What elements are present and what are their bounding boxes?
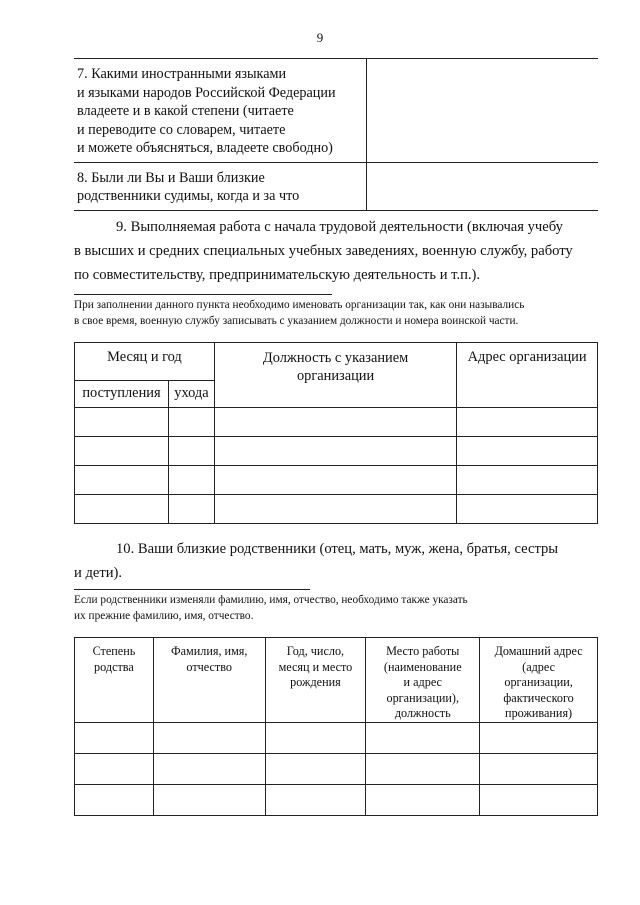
workplace-cell[interactable]	[366, 784, 480, 815]
question-8-text	[74, 162, 367, 210]
entry-cell[interactable]	[75, 466, 169, 495]
header-line: рождения	[290, 675, 341, 689]
table-row	[75, 753, 598, 784]
question-7-answer-field[interactable]	[367, 59, 598, 163]
relatives-table	[74, 637, 598, 816]
workplace-header	[366, 638, 480, 723]
header-line: Фамилия, имя,	[170, 644, 248, 658]
section-9-note-line: в свое время, военную службу записывать с указанием должности и номера воинской части.	[74, 315, 519, 327]
header-line: отчество	[186, 659, 232, 674]
section-9-line: в высших и средних специальных учебных заведениях, военную службу, работу	[74, 243, 573, 259]
address-cell[interactable]	[457, 466, 598, 495]
relation-degree-cell[interactable]	[75, 753, 154, 784]
workplace-cell[interactable]	[366, 753, 480, 784]
page-number: 9	[316, 30, 324, 45]
footnote-divider	[74, 294, 332, 295]
question-8-answer-field[interactable]	[367, 162, 598, 210]
position-cell[interactable]	[214, 466, 456, 495]
section-10-line: и дети).	[74, 565, 123, 581]
header-line: организации,	[504, 675, 573, 689]
question-row-8	[74, 162, 598, 210]
exit-cell[interactable]	[168, 408, 214, 437]
header-line: должность	[394, 706, 451, 720]
relation-degree-header	[75, 638, 154, 723]
question-7-line: и можете объясняться, владеете свободно)	[77, 140, 333, 156]
birth-date-place-cell[interactable]	[265, 753, 366, 784]
entry-cell[interactable]	[75, 495, 169, 524]
position-header-line: Должность с указанием	[262, 350, 409, 366]
section-10-line: 10. Ваши близкие родственники (отец, мать, муж, жена, братья, сестры	[116, 541, 559, 557]
question-8-line: родственники судимы, когда и за что	[77, 188, 300, 204]
question-7-line: 7. Какими иностранными языками	[77, 66, 287, 82]
position-cell[interactable]	[214, 437, 456, 466]
relation-degree-cell[interactable]	[75, 722, 154, 753]
position-cell[interactable]	[214, 495, 456, 524]
question-7-line: и языками народов Российской Федерации	[77, 84, 336, 101]
footnote-divider	[74, 589, 310, 590]
header-line: организации),	[386, 690, 460, 705]
birth-date-place-header	[265, 638, 366, 723]
entry-cell[interactable]	[75, 437, 169, 466]
header-line: Домашний адрес	[494, 644, 583, 658]
section-10-heading	[74, 537, 598, 585]
section-10-note-line: их прежние фамилию, имя, отчество.	[74, 610, 254, 622]
header-line: Степень	[92, 644, 136, 658]
header-line: и адрес	[403, 675, 442, 689]
table-row	[75, 495, 598, 524]
full-name-header	[153, 638, 265, 723]
section-9-note	[74, 297, 598, 329]
work-table-header-row	[75, 343, 598, 381]
table-row	[75, 437, 598, 466]
exit-header: ухода	[168, 381, 214, 408]
table-row	[75, 784, 598, 815]
section-9-line: по совместительству, предпринимательскую деятельность и т.п.).	[74, 267, 481, 283]
header-line: (адрес	[522, 659, 556, 674]
address-cell[interactable]	[457, 437, 598, 466]
header-line: родства	[94, 659, 134, 674]
birth-date-place-cell[interactable]	[265, 722, 366, 753]
position-header	[214, 343, 456, 408]
birth-date-place-cell[interactable]	[265, 784, 366, 815]
home-address-cell[interactable]	[480, 784, 598, 815]
header-line: фактического	[503, 690, 574, 705]
relatives-header-row	[75, 638, 598, 723]
section-9-heading	[74, 215, 598, 287]
relation-degree-cell[interactable]	[75, 784, 154, 815]
full-name-cell[interactable]	[153, 753, 265, 784]
position-header-line: организации	[296, 368, 375, 384]
question-7-text	[74, 59, 367, 163]
home-address-cell[interactable]	[480, 753, 598, 784]
full-name-cell[interactable]	[153, 784, 265, 815]
table-row	[75, 466, 598, 495]
exit-cell[interactable]	[168, 495, 214, 524]
question-row-7	[74, 59, 598, 163]
exit-cell[interactable]	[168, 437, 214, 466]
address-cell[interactable]	[457, 408, 598, 437]
address-header: Адрес организации	[457, 343, 598, 408]
work-history-table	[74, 342, 598, 524]
workplace-cell[interactable]	[366, 722, 480, 753]
question-7-line: и переводите со словарем, читаете	[77, 121, 286, 138]
question-8-line: 8. Были ли Вы и Ваши близкие	[77, 169, 265, 186]
header-line: месяц и место	[278, 659, 353, 674]
home-address-header	[480, 638, 598, 723]
section-9-line: 9. Выполняемая работа с начала трудовой деятельности (включая учебу	[116, 219, 563, 235]
section-10-note-line: Если родственники изменяли фамилию, имя, отчество, необходимо также указать	[74, 594, 468, 606]
section-9-note-line: При заполнении данного пункта необходимо именовать организации так, как они назывались	[74, 299, 525, 311]
questions-table	[74, 58, 598, 211]
header-line: Место работы	[386, 644, 460, 658]
question-7-line: владеете и в какой степени (читаете	[77, 103, 294, 119]
address-cell[interactable]	[457, 495, 598, 524]
entry-cell[interactable]	[75, 408, 169, 437]
home-address-cell[interactable]	[480, 722, 598, 753]
full-name-cell[interactable]	[153, 722, 265, 753]
exit-cell[interactable]	[168, 466, 214, 495]
table-row	[75, 408, 598, 437]
position-cell[interactable]	[214, 408, 456, 437]
section-10-note	[74, 592, 598, 624]
header-line: Год, число,	[286, 644, 345, 658]
month-year-header: Месяц и год	[75, 343, 215, 381]
table-row	[75, 722, 598, 753]
header-line: (наименование	[383, 659, 462, 674]
entry-header: поступления	[75, 381, 169, 408]
header-line: проживания)	[505, 706, 573, 720]
